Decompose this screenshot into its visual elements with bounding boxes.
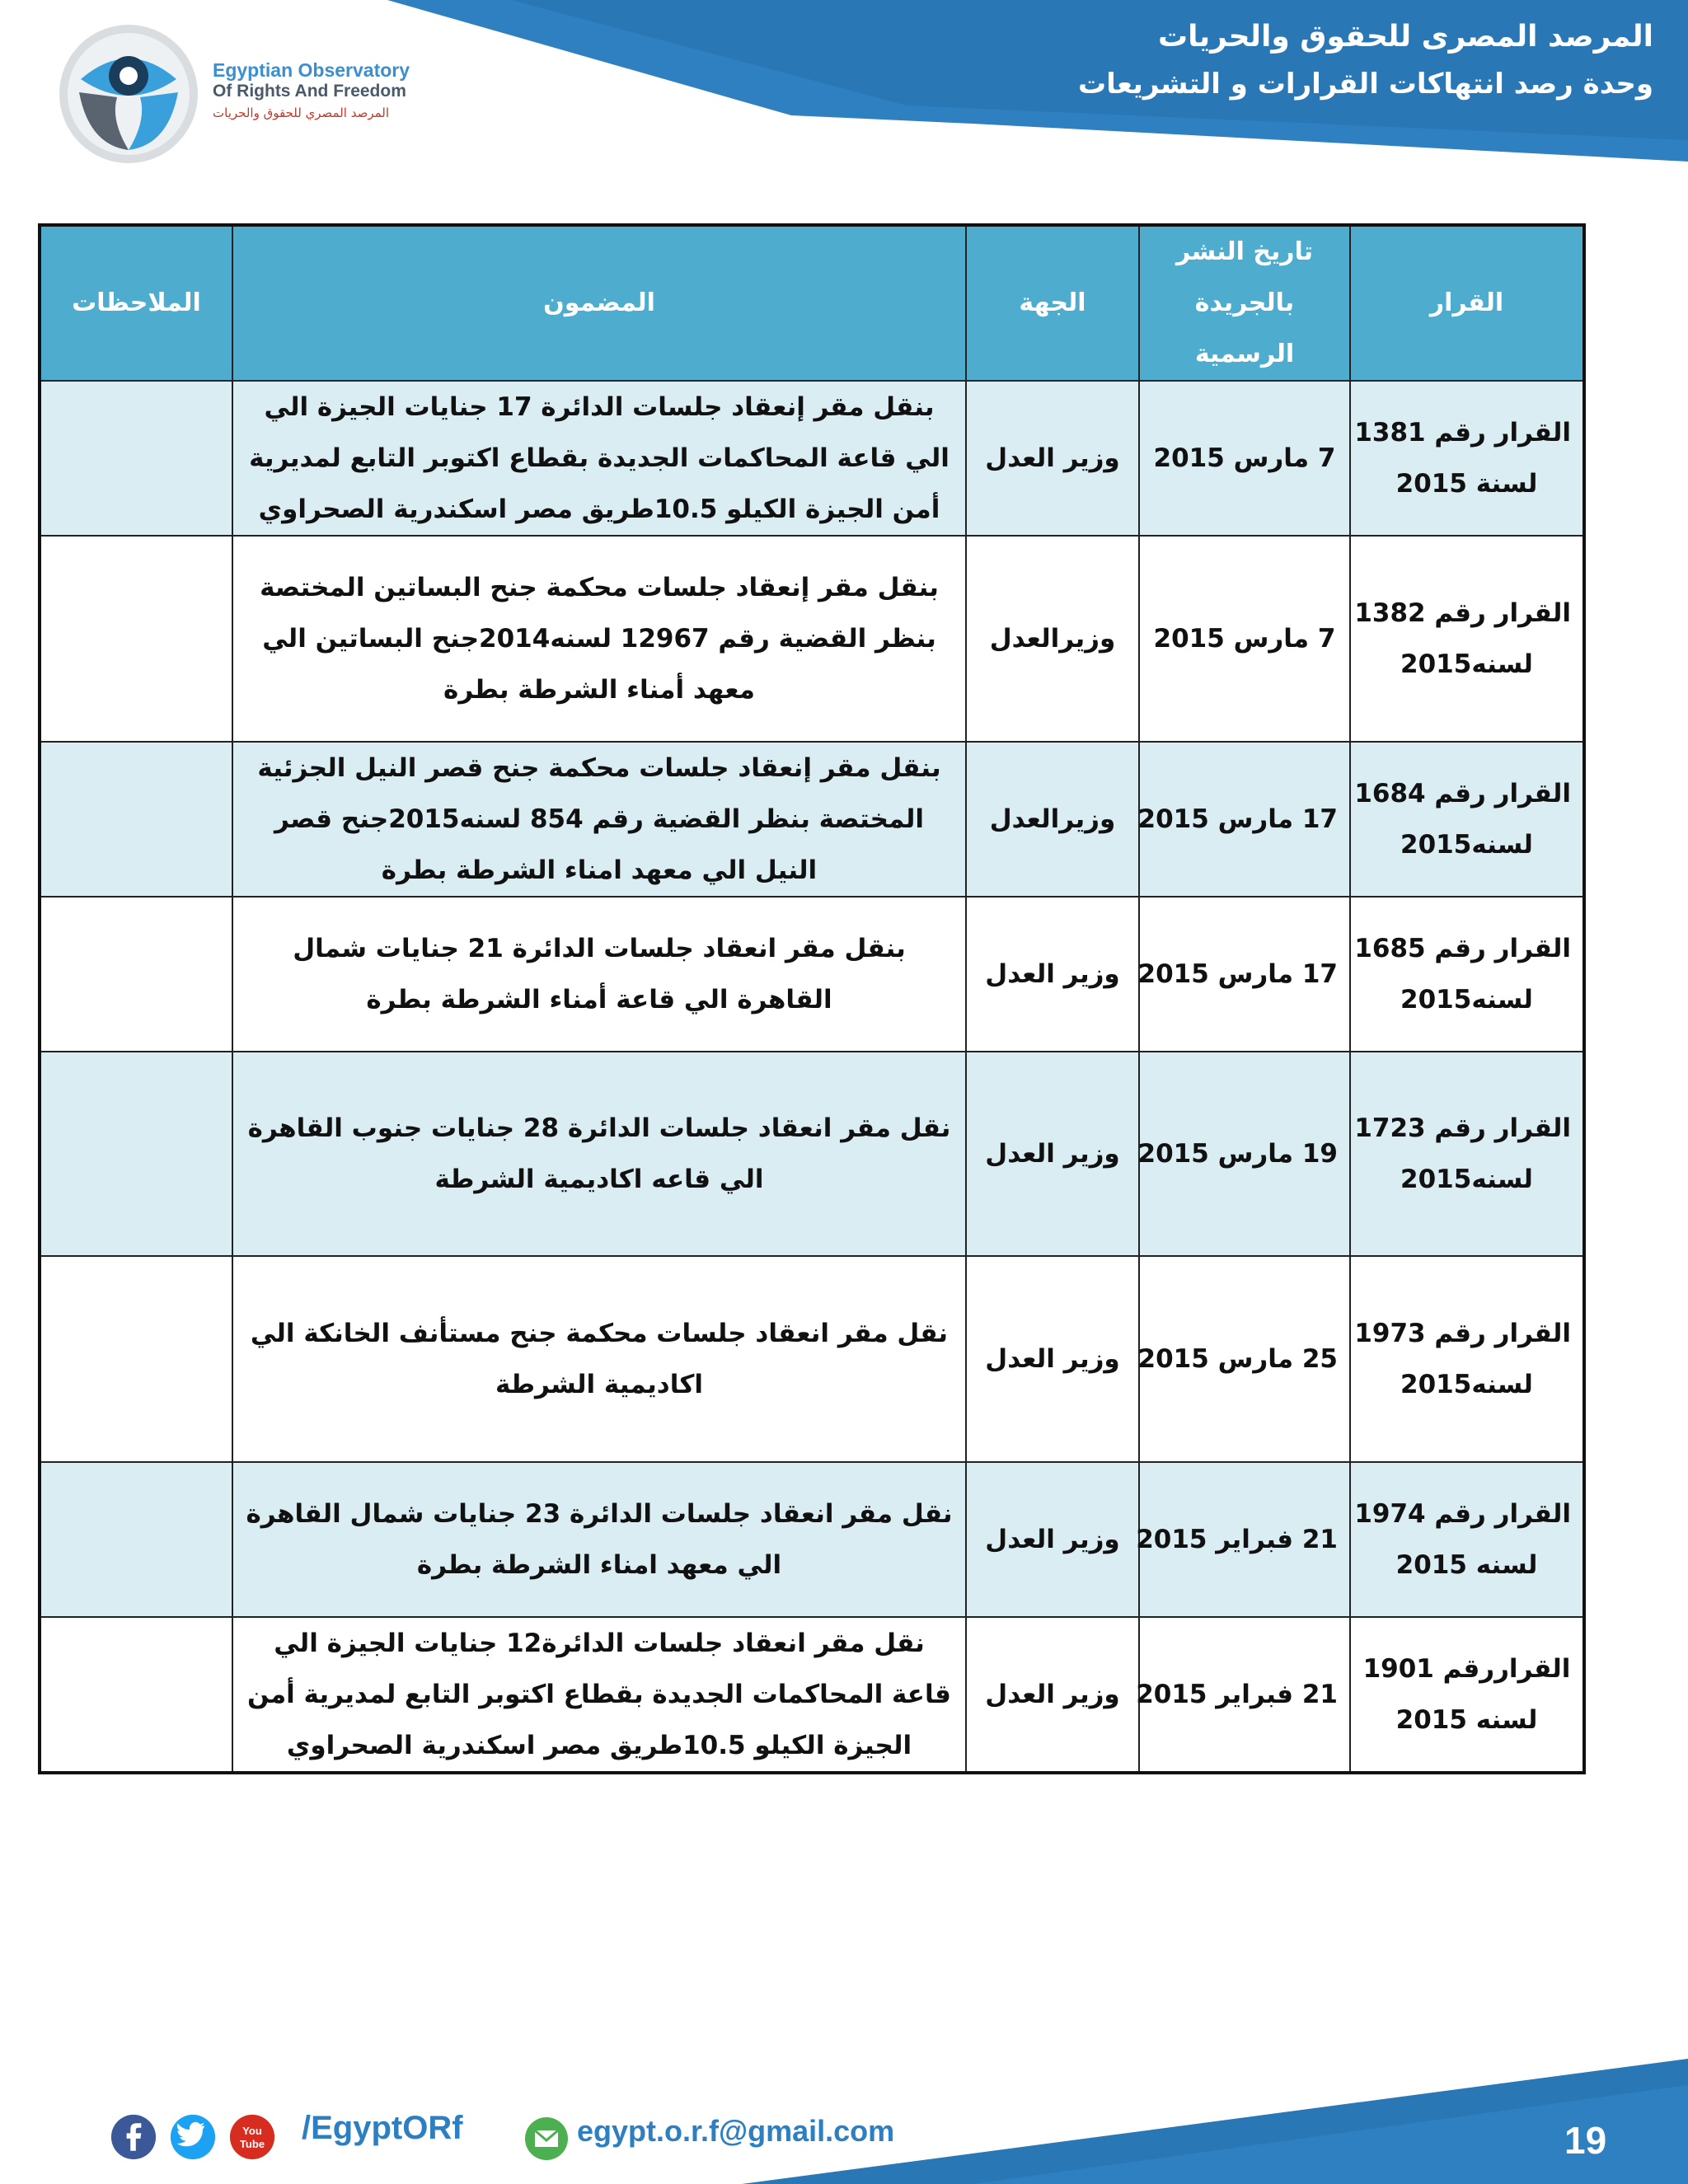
- entity-cell: وزيرالعدل: [966, 742, 1139, 897]
- header-publish-date: [1139, 225, 1350, 381]
- notes-cell: [40, 381, 232, 536]
- date-cell: 19 مارس 2015: [1139, 1052, 1350, 1256]
- header-date-line1: تاريخ النشر: [1175, 237, 1314, 266]
- date-cell: 7 مارس 2015: [1139, 536, 1350, 742]
- entity-cell: وزير العدل: [966, 381, 1139, 536]
- table-row: [40, 897, 1584, 1052]
- header-title: المرصد المصرى للحقوق والحريات: [1157, 20, 1653, 54]
- content-cell: نقل مقر انعقاد جلسات الدائرة 23 جنايات شمال القاهرة الي معهد امناء الشرطة بطرة: [232, 1462, 966, 1617]
- notes-cell: [40, 897, 232, 1052]
- date-cell: 25 مارس 2015: [1139, 1256, 1350, 1462]
- youtube-icon[interactable]: [227, 2114, 277, 2160]
- table-row: [40, 1256, 1584, 1462]
- notes-cell: [40, 742, 232, 897]
- date-cell: 7 مارس 2015: [1139, 381, 1350, 536]
- entity-cell: وزير العدل: [966, 1617, 1139, 1773]
- notes-cell: [40, 536, 232, 742]
- header-content: المضمون: [232, 225, 966, 381]
- notes-cell: [40, 1617, 232, 1773]
- email-link[interactable]: egypt.o.r.f@gmail.com: [577, 2114, 895, 2148]
- logo-name-line1: Egyptian Observatory: [213, 59, 410, 81]
- content-cell: نقل مقر انعقاد جلسات الدائرة 28 جنايات جنوب القاهرة الي قاعه اكاديمية الشرطة: [232, 1052, 966, 1256]
- content-cell: بنقل مقر إنعقاد جلسات محكمة جنح البساتين المختصة بنظر القضية رقم 12967 لسنه2014جنح البساتين الي معهد أمناء الشرطة بطرة: [232, 536, 966, 742]
- logo-name-arabic: المرصد المصري للحقوق والحريات: [213, 105, 390, 120]
- entity-cell: وزير العدل: [966, 1052, 1139, 1256]
- date-cell: 17 مارس 2015: [1139, 897, 1350, 1052]
- decision-cell: القرار رقم 1685 لسنه2015: [1350, 897, 1584, 1052]
- header-decision: القرار: [1350, 225, 1584, 381]
- header-entity: الجهة: [966, 225, 1139, 381]
- decision-cell: القرار رقم 1382 لسنه2015: [1350, 536, 1584, 742]
- page-number: 19: [1564, 2119, 1607, 2162]
- logo-text: [213, 59, 410, 120]
- twitter-icon[interactable]: [168, 2114, 218, 2160]
- youtube-icon-text-top: You: [242, 2125, 262, 2138]
- header-date-line3: الرسمية: [1194, 340, 1295, 368]
- date-cell: 21 فبراير 2015: [1139, 1617, 1350, 1773]
- table-row: [40, 742, 1584, 897]
- content-cell: بنقل مقر إنعقاد جلسات الدائرة 17 جنايات الجيزة الي الي قاعة المحاكمات الجديدة بقطاع اكتوبر التابع لمديرية أمن الجيزة الكيلو 10.5طريق مصر اسكندرية الصحراوي: [232, 381, 966, 536]
- content-cell: بنقل مقر انعقاد جلسات الدائرة 21 جنايات شمال القاهرة الي قاعة أمناء الشرطة بطرة: [232, 897, 966, 1052]
- header-subtitle: وحدة رصد انتهاكات القرارات و التشريعات: [1078, 68, 1653, 101]
- email-icon: [524, 2116, 569, 2161]
- table-row: [40, 381, 1584, 536]
- date-cell: 17 مارس 2015: [1139, 742, 1350, 897]
- decision-cell: القراررقم 1901 لسنه 2015: [1350, 1617, 1584, 1773]
- notes-cell: [40, 1462, 232, 1617]
- header-date-line2: بالجريدة: [1194, 288, 1295, 317]
- table-header-row: [40, 225, 1584, 381]
- facebook-icon[interactable]: [109, 2114, 158, 2160]
- content-cell: بنقل مقر إنعقاد جلسات محكمة جنح قصر النيل الجزئية المختصة بنظر القضية رقم 854 لسنه2015جنح قصر النيل الي معهد امناء الشرطة بطرة: [232, 742, 966, 897]
- table-row: [40, 536, 1584, 742]
- decision-cell: القرار رقم 1974 لسنه 2015: [1350, 1462, 1584, 1617]
- notes-cell: [40, 1052, 232, 1256]
- header-notes: الملاحظات: [40, 225, 232, 381]
- entity-cell: وزير العدل: [966, 1462, 1139, 1617]
- entity-cell: وزير العدل: [966, 1256, 1139, 1462]
- date-cell: 21 فبراير 2015: [1139, 1462, 1350, 1617]
- table-row: [40, 1617, 1584, 1773]
- youtube-icon-text-bottom: Tube: [239, 2138, 265, 2151]
- decisions-table: [38, 223, 1586, 1774]
- notes-cell: [40, 1256, 232, 1462]
- social-handle-link[interactable]: /EgyptORf: [302, 2110, 463, 2146]
- table-row: [40, 1052, 1584, 1256]
- content-cell: نقل مقر انعقاد جلسات محكمة جنح مستأنف الخانكة الي اكاديمية الشرطة: [232, 1256, 966, 1462]
- decision-cell: القرار رقم 1381 لسنة 2015: [1350, 381, 1584, 536]
- content-cell: نقل مقر انعقاد جلسات الدائرة12 جنايات الجيزة الي قاعة المحاكمات الجديدة بقطاع اكتوبر التابع لمديرية أمن الجيزة الكيلو 10.5طريق مصر اسكندرية الصحراوي: [232, 1617, 966, 1773]
- entity-cell: وزيرالعدل: [966, 536, 1139, 742]
- observatory-logo-icon: [56, 21, 201, 166]
- decision-cell: القرار رقم 1723 لسنه2015: [1350, 1052, 1584, 1256]
- logo-name-line2: Of Rights And Freedom: [213, 82, 406, 101]
- decision-cell: القرار رقم 1973 لسنه2015: [1350, 1256, 1584, 1462]
- entity-cell: وزير العدل: [966, 897, 1139, 1052]
- decision-cell: القرار رقم 1684 لسنه2015: [1350, 742, 1584, 897]
- table-row: [40, 1462, 1584, 1617]
